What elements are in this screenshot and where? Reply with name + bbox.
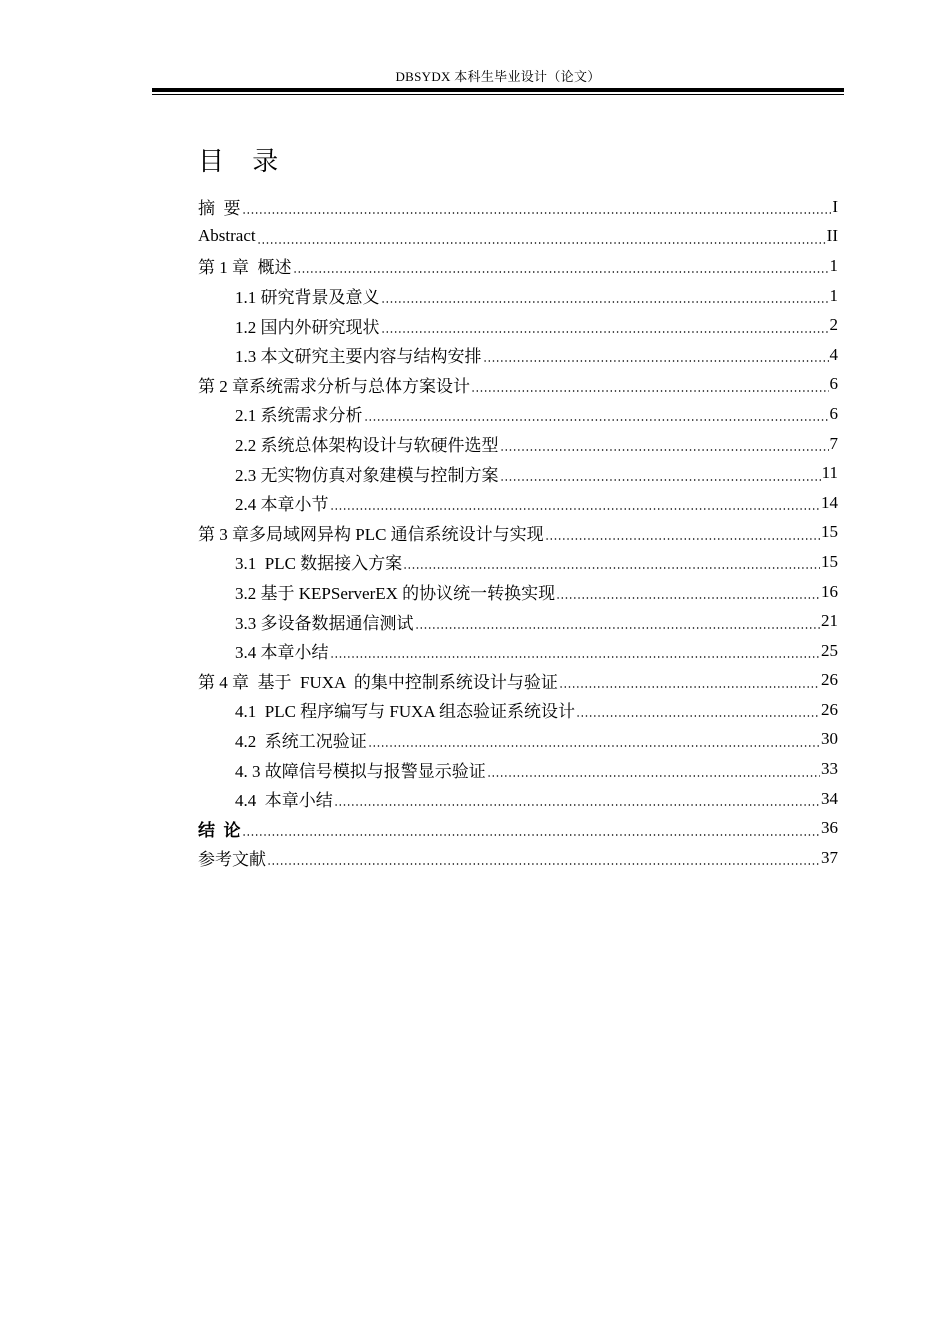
toc-entry-page: 36: [821, 818, 838, 838]
toc-dot-leader: [415, 614, 821, 631]
toc-entry-title: 3.3 多设备数据通信测试: [235, 613, 414, 633]
toc-dot-leader: [242, 199, 832, 216]
toc-entry[interactable]: [198, 192, 838, 222]
toc-dot-leader: [500, 436, 829, 453]
header-rule-thin: [152, 94, 844, 95]
toc-dot-leader: [381, 288, 829, 305]
toc-entry-page: I: [832, 196, 838, 216]
toc-entry-title: 2.4 本章小节: [235, 495, 329, 515]
header-rule-thick: [152, 88, 844, 92]
toc-entry-page: 21: [821, 611, 838, 631]
toc-entry[interactable]: [198, 606, 838, 636]
toc-entry[interactable]: [198, 399, 838, 429]
toc-dot-leader: [487, 762, 820, 779]
toc-entry-title: 3.1 PLC 数据接入方案: [235, 554, 403, 574]
toc-entry[interactable]: [198, 340, 838, 370]
toc-entry[interactable]: [198, 636, 838, 666]
toc-entry-title: 摘 要: [198, 199, 241, 219]
toc-entry-title: 3.2 基于 KEPServerEX 的协议统一转换实现: [235, 584, 556, 604]
toc-dot-leader: [330, 495, 821, 512]
toc-dot-leader: [403, 554, 820, 571]
toc-entry-title: 1.1 研究背景及意义: [235, 288, 380, 308]
toc-entry[interactable]: [198, 843, 838, 873]
toc-entry[interactable]: [198, 458, 838, 488]
table-of-contents: [198, 192, 838, 873]
toc-entry[interactable]: [198, 784, 838, 814]
toc-dot-leader: [257, 229, 826, 246]
toc-entry-title: 2.1 系统需求分析: [235, 406, 363, 426]
toc-entry-title: 1.3 本文研究主要内容与结构安排: [235, 347, 482, 367]
toc-entry-title: 第 1 章 概述: [198, 258, 292, 278]
toc-entry-title: 第 4 章 基于 FUXA 的集中控制系统设计与验证: [198, 672, 558, 692]
toc-entry[interactable]: [198, 518, 838, 548]
toc-dot-leader: [364, 406, 829, 423]
toc-entry-page: 6: [829, 403, 838, 423]
toc-entry-page: 4: [829, 344, 838, 364]
toc-entry-title: 结 论: [198, 820, 241, 840]
toc-dot-leader: [368, 732, 820, 749]
toc-entry[interactable]: [198, 813, 838, 843]
toc-dot-leader: [293, 258, 829, 275]
toc-entry[interactable]: [198, 251, 838, 281]
toc-entry[interactable]: [198, 281, 838, 311]
toc-dot-leader: [381, 318, 829, 335]
toc-entry-page: 1: [829, 285, 838, 305]
toc-entry-page: 16: [821, 581, 838, 601]
toc-entry-title: Abstract: [198, 226, 256, 246]
toc-dot-leader: [556, 584, 820, 601]
toc-dot-leader: [576, 702, 820, 719]
toc-entry-page: 33: [821, 759, 838, 779]
toc-entry-page: 14: [821, 492, 838, 512]
toc-dot-leader: [334, 791, 820, 808]
toc-title: 目 录: [198, 147, 289, 177]
toc-entry-page: 26: [821, 670, 838, 690]
toc-entry-page: 2: [829, 315, 838, 335]
toc-dot-leader: [471, 377, 829, 394]
toc-entry-title: 4. 3 故障信号模拟与报警显示验证: [235, 761, 486, 781]
toc-entry[interactable]: [198, 725, 838, 755]
toc-entry[interactable]: [198, 429, 838, 459]
toc-entry-title: 参考文献: [198, 850, 266, 870]
toc-dot-leader: [267, 850, 820, 867]
toc-dot-leader: [330, 643, 821, 660]
toc-entry-page: 15: [821, 551, 838, 571]
toc-entry-page: 34: [821, 788, 838, 808]
toc-entry-title: 2.2 系统总体架构设计与软硬件选型: [235, 436, 499, 456]
toc-entry-page: 15: [821, 522, 838, 542]
toc-entry-title: 3.4 本章小结: [235, 643, 329, 663]
toc-dot-leader: [500, 466, 821, 483]
toc-entry-page: 1: [829, 255, 838, 275]
toc-entry-title: 4.4 本章小结: [235, 791, 333, 811]
toc-entry[interactable]: [198, 666, 838, 696]
toc-entry[interactable]: [198, 222, 838, 252]
toc-entry[interactable]: [198, 754, 838, 784]
toc-entry-title: 2.3 无实物仿真对象建模与控制方案: [235, 465, 499, 485]
toc-entry-page: 7: [829, 433, 838, 453]
toc-entry-page: II: [826, 226, 838, 246]
toc-entry[interactable]: [198, 310, 838, 340]
toc-entry[interactable]: [198, 488, 838, 518]
toc-entry-page: 30: [821, 729, 838, 749]
toc-entry-title: 第 3 章多局域网异构 PLC 通信系统设计与实现: [198, 524, 544, 544]
toc-entry-title: 4.1 PLC 程序编写与 FUXA 组态验证系统设计: [235, 702, 576, 722]
toc-entry-page: 25: [821, 640, 838, 660]
toc-dot-leader: [559, 673, 820, 690]
toc-dot-leader: [483, 347, 829, 364]
toc-entry[interactable]: [198, 370, 838, 400]
toc-entry-title: 4.2 系统工况验证: [235, 731, 367, 751]
toc-entry-page: 11: [821, 463, 838, 483]
toc-dot-leader: [545, 525, 820, 542]
toc-entry[interactable]: [198, 577, 838, 607]
toc-entry[interactable]: [198, 695, 838, 725]
page-header: DBSYDX 本科生毕业设计（论文）: [395, 69, 601, 84]
toc-dot-leader: [242, 821, 821, 838]
toc-entry-page: 26: [821, 699, 838, 719]
toc-entry-page: 37: [821, 847, 838, 867]
toc-entry-title: 第 2 章系统需求分析与总体方案设计: [198, 376, 470, 396]
toc-entry-title: 1.2 国内外研究现状: [235, 317, 380, 337]
toc-entry[interactable]: [198, 547, 838, 577]
toc-entry-page: 6: [829, 374, 838, 394]
